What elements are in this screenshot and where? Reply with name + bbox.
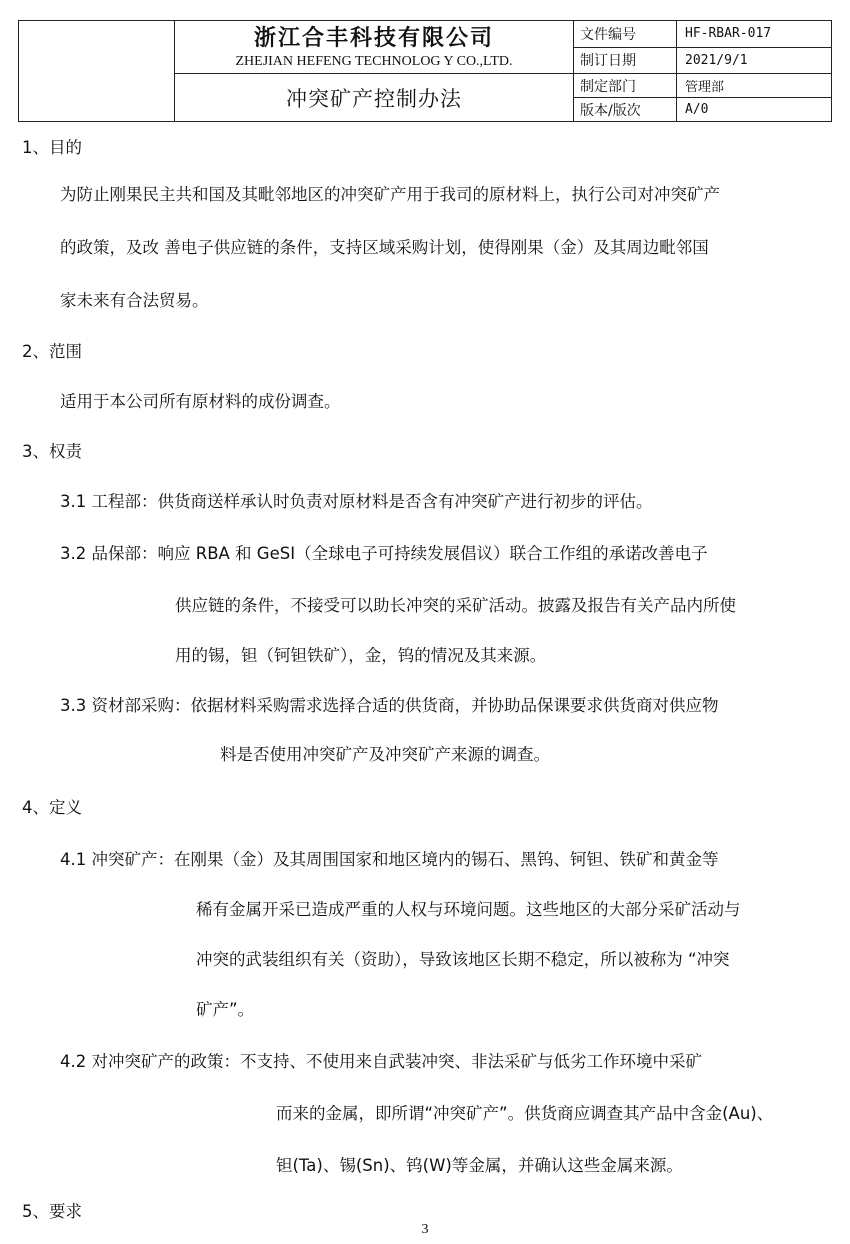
company-name-cn: 浙江合丰科技有限公司	[253, 25, 494, 51]
company-name-en: ZHEJIAN HEFENG TECHNOLOG Y CO.,LTD.	[235, 54, 513, 69]
clause-3-1: 3.1 工程部：供货商送样承认时负责对原材料是否含有冲突矿产进行初步的评估。	[60, 492, 653, 511]
document-title: 冲突矿产控制办法	[175, 74, 574, 122]
clause-4-1-cont: 稀有金属开采已造成严重的人权与环境问题。这些地区的大部分采矿活动与	[196, 900, 741, 919]
meta-value-version: A/0	[677, 98, 832, 122]
clause-3-2: 3.2 品保部：响应 RBA 和 GeSI（全球电子可持续发展倡议）联合工作组的承诺改善电子	[60, 544, 708, 563]
section-heading-requirements: 5、要求	[22, 1202, 82, 1221]
section-heading-scope: 2、范围	[22, 342, 82, 361]
page-number: 3	[421, 1222, 429, 1237]
meta-value-date: 2021/9/1	[677, 47, 832, 74]
section-heading-responsibilities: 3、权责	[22, 442, 82, 461]
paragraph-line: 适用于本公司所有原材料的成份调查。	[60, 392, 341, 411]
meta-value-doc-number: HF-RBAR-017	[677, 21, 832, 48]
clause-4-2: 4.2 对冲突矿产的政策：不支持、不使用来自武装冲突、非法采矿与低劣工作环境中采矿	[60, 1052, 702, 1071]
paragraph-line: 的政策，及改 善电子供应链的条件，支持区域采购计划，使得刚果（金）及其周边毗邻国	[60, 238, 709, 257]
paragraph-line: 家未来有合法贸易。	[60, 291, 209, 310]
clause-4-2-cont: 而来的金属，即所谓“冲突矿产”。供货商应调查其产品中含金(Au)、	[276, 1104, 774, 1123]
clause-4-1-cont: 冲突的武装组织有关（资助），导致该地区长期不稳定，所以被称为 “冲突	[196, 950, 730, 969]
clause-3-2-cont: 供应链的条件，不接受可以助长冲突的采矿活动。披露及报告有关产品内所使	[175, 596, 736, 615]
section-heading-purpose: 1、目的	[22, 138, 82, 157]
clause-4-1-cont: 矿产”。	[196, 1000, 255, 1019]
paragraph-line: 为防止刚果民主共和国及其毗邻地区的冲突矿产用于我司的原材料上，执行公司对冲突矿产	[60, 185, 720, 204]
clause-4-2-cont: 钽(Ta)、锡(Sn)、钨(W)等金属，并确认这些金属来源。	[276, 1156, 683, 1175]
clause-3-3-cont: 料是否使用冲突矿产及冲突矿产来源的调查。	[220, 745, 550, 764]
meta-key-date: 制订日期	[574, 47, 677, 74]
clause-3-2-cont: 用的锡，钽（钶钽铁矿），金，钨的情况及其来源。	[175, 646, 547, 665]
section-heading-definitions: 4、定义	[22, 798, 82, 817]
clause-3-3: 3.3 资材部采购：依据材料采购需求选择合适的供货商，并协助品保课要求供货商对供应物	[60, 696, 719, 715]
clause-4-1: 4.1 冲突矿产：在刚果（金）及其周围国家和地区境内的锡石、黑钨、钶钽、铁矿和黄金等	[60, 850, 719, 869]
meta-key-version: 版本/版次	[574, 98, 677, 122]
meta-value-department: 管理部	[677, 74, 832, 98]
meta-key-doc-number: 文件编号	[574, 21, 677, 48]
meta-key-department: 制定部门	[574, 74, 677, 98]
